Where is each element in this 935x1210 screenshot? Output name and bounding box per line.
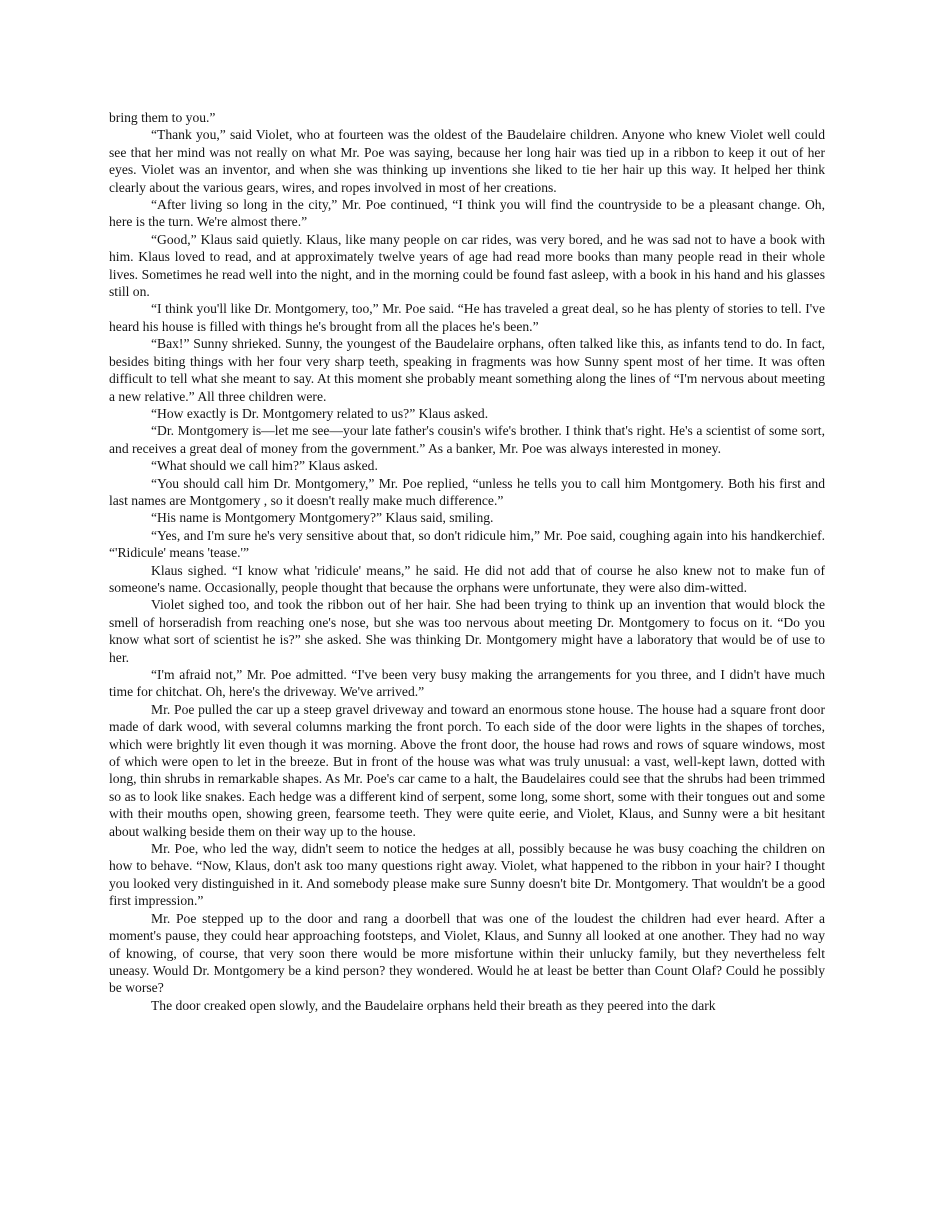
paragraph-16: Mr. Poe pulled the car up a steep gravel driveway and toward an enormous stone house. The house had a square front door made of dark wood, with several columns marking the front porch. To each side of the door were lights in the shapes of torches, which were brightly lit even though it was morning. Above the front door, the house had rows and rows of square windows, most of which were open to let in the breeze. But in front of the house was what was truly unusual: a vast, well-kept lawn, dotted with long, thin shrubs in remarkable shapes. As Mr. Poe's car came to a halt, the Baudelaires could see that the shrubs had been trimmed so as to look like snakes. Each hedge was a different kind of serpent, some long, some short, some with their tongues out and some with their mouths open, showing green, fearsome teeth. They were quite eerie, and Violet, Klaus, and Sunny were a bit hesitant about walking beside them on their way up to the house. <box>109 701 825 839</box>
paragraph-11: “His name is Montgomery Montgomery?” Klaus said, smiling. <box>151 510 494 526</box>
paragraph-12: “Yes, and I'm sure he's very sensitive about that, so don't ridicule him,” Mr. Poe said, coughing again into his handkerchief. “'Ridicule' means 'tease.'” <box>109 527 825 561</box>
paragraph-19: The door creaked open slowly, and the Baudelaire orphans held their breath as they peered into the dark <box>151 997 716 1013</box>
paragraph-17: Mr. Poe, who led the way, didn't seem to notice the hedges at all, possibly because he was busy coaching the children on how to behave. “Now, Klaus, don't ask too many questions right away. Violet, what happened to the ribbon in your hair? I thought you looked very distinguished in it. And somebody please make sure Sunny doesn't bite Dr. Montgomery. That wouldn't be a good first impression.” <box>109 841 825 909</box>
paragraph-15: “I'm afraid not,” Mr. Poe admitted. “I've been very busy making the arrangements for you three, and I didn't have much time for chitchat. Oh, here's the driveway. We've arrived.” <box>109 667 825 700</box>
paragraph-3: “After living so long in the city,” Mr. Poe continued, “I think you will find the countryside to be a pleasant change. Oh, here is the turn. We're almost there.” <box>109 197 825 230</box>
paragraph-9: “What should we call him?” Klaus asked. <box>151 458 378 474</box>
paragraph-6: “Bax!” Sunny shrieked. Sunny, the youngest of the Baudelaire orphans, often talked like this, as infants tend to do. In fact, besides biting things with her four very sharp teeth, speaking in fragments was how Sunny spent most of her time. It was often difficult to tell what she meant to say. At this moment she probably meant something along the lines of “I'm nervous about meeting a new relative.” All three children were. <box>109 336 825 404</box>
paragraph-10: “You should call him Dr. Montgomery,” Mr. Poe replied, “unless he tells you to call him Montgomery. Both his first and last names are Montgomery , so it doesn't really make much difference.” <box>109 475 825 508</box>
paragraph-18: Mr. Poe stepped up to the door and rang a doorbell that was one of the loudest the children had ever heard. After a moment's pause, they could hear approaching footsteps, and Violet, Klaus, and Sunny all looked at one another. They had no way of knowing, of course, that very soon there would be more misfortune within their unlucky family, but they nevertheless felt uneasy. Would Dr. Montgomery be a kind person? they wondered. Would he at least be better than Count Olaf? Could he possibly be worse? <box>109 910 825 996</box>
paragraph-13: Klaus sighed. “I know what 'ridicule' means,” he said. He did not add that of course he also knew not to make fun of someone's name. Occasionally, people thought that because the orphans were unfortunate, they were also dim-witted. <box>109 562 825 595</box>
paragraph-14: Violet sighed too, and took the ribbon out of her hair. She had been trying to think up an invention that would block the smell of horseradish from reaching one's nose, but she was too nervous about meeting Dr. Montgomery to focus on it. “Do you know what sort of scientist he is?” she asked. She was thinking Dr. Montgomery might have a laboratory that would be of use to her. <box>109 597 825 665</box>
paragraph-4: “Good,” Klaus said quietly. Klaus, like many people on car rides, was very bored, and he was sad not to have a book with him. Klaus loved to read, and at approximately twelve years of age had read more books than many people read in their whole lives. Sometimes he read well into the night, and in the morning could be found fast asleep, with a book in his hand and his glasses still on. <box>109 231 825 300</box>
paragraph-2: “Thank you,” said Violet, who at fourteen was the oldest of the Baudelaire children. Anyone who knew Violet well could see that her mind was not really on what Mr. Poe was saying, because her long hair was tied up in a ribbon to keep it out of her eyes. Violet was an inventor, and when she was thinking up inventions she liked to tie her hair up this way. It helped her think clearly about the various gears, wires, and ropes involved in most of her creations. <box>109 127 825 195</box>
paragraph-8: “Dr. Montgomery is—let me see—your late father's cousin's wife's brother. I think that's right. He's a scientist of some sort, and receives a great deal of money from the government.” As a banker, Mr. Poe was always interested in money. <box>109 423 825 456</box>
paragraph-7: “How exactly is Dr. Montgomery related to us?” Klaus asked. <box>151 405 489 421</box>
paragraph-1: bring them to you.” <box>109 110 216 125</box>
paragraph-5: “I think you'll like Dr. Montgomery, too,” Mr. Poe said. “He has traveled a great deal, so he has plenty of stories to tell. I've heard his house is filled with things he's brought from all the places he's been.” <box>109 301 825 334</box>
book-page <box>109 109 825 1014</box>
